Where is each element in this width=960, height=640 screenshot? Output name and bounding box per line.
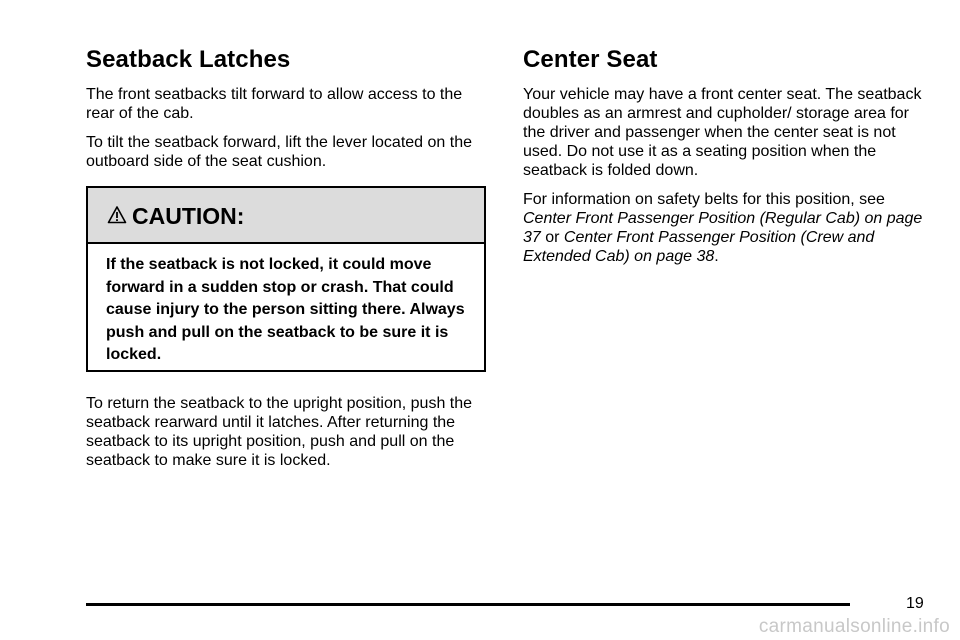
caution-text: If the seatback is not locked, it could move forward in a sudden stop or crash. That could cause injury to the person sitting there. Always push and pull on the seatback to be sure it is locked. xyxy=(106,256,465,363)
warning-triangle-icon xyxy=(107,205,127,225)
cross-reference-regular-cab[interactable]: Center Front Passenger Position (Regular Cab) on page 37 xyxy=(523,210,923,246)
caution-title: CAUTION: xyxy=(132,203,245,229)
caution-header xyxy=(88,188,484,244)
safety-end-text: . xyxy=(714,248,719,265)
safety-joiner-text: or xyxy=(540,229,564,246)
paragraph-center-seat: Your vehicle may have a front center seat. The seatback doubles as an armrest and cupholder/ storage area for the driver and passenger when the center seat is not used. Do not use it as a seating position when the seatback is folded down. xyxy=(523,86,922,179)
watermark: carmanualsonline.info xyxy=(758,616,950,637)
section-heading-seatback-latches: Seatback Latches xyxy=(86,46,291,73)
page-number: 19 xyxy=(906,595,924,612)
safety-lead-text: For information on safety belts for this position, see xyxy=(523,191,885,208)
section-heading-center-seat: Center Seat xyxy=(523,46,658,73)
paragraph-tilt-instructions: To tilt the seatback forward, lift the lever located on the outboard side of the seat cushion. xyxy=(86,134,472,170)
caution-box xyxy=(86,186,486,372)
paragraph-safety-belts xyxy=(523,190,933,266)
paragraph-intro: The front seatbacks tilt forward to allow access to the rear of the cab. xyxy=(86,86,463,122)
paragraph-return-instructions: To return the seatback to the upright position, push the seatback rearward until it latches. After returning the seatback to its upright position, push and pull on the seatback to make sure it is locked. xyxy=(86,395,473,469)
cross-reference-crew-extended-cab[interactable]: Center Front Passenger Position (Crew and Extended Cab) on page 38 xyxy=(523,229,875,265)
footer-rule xyxy=(86,603,850,606)
